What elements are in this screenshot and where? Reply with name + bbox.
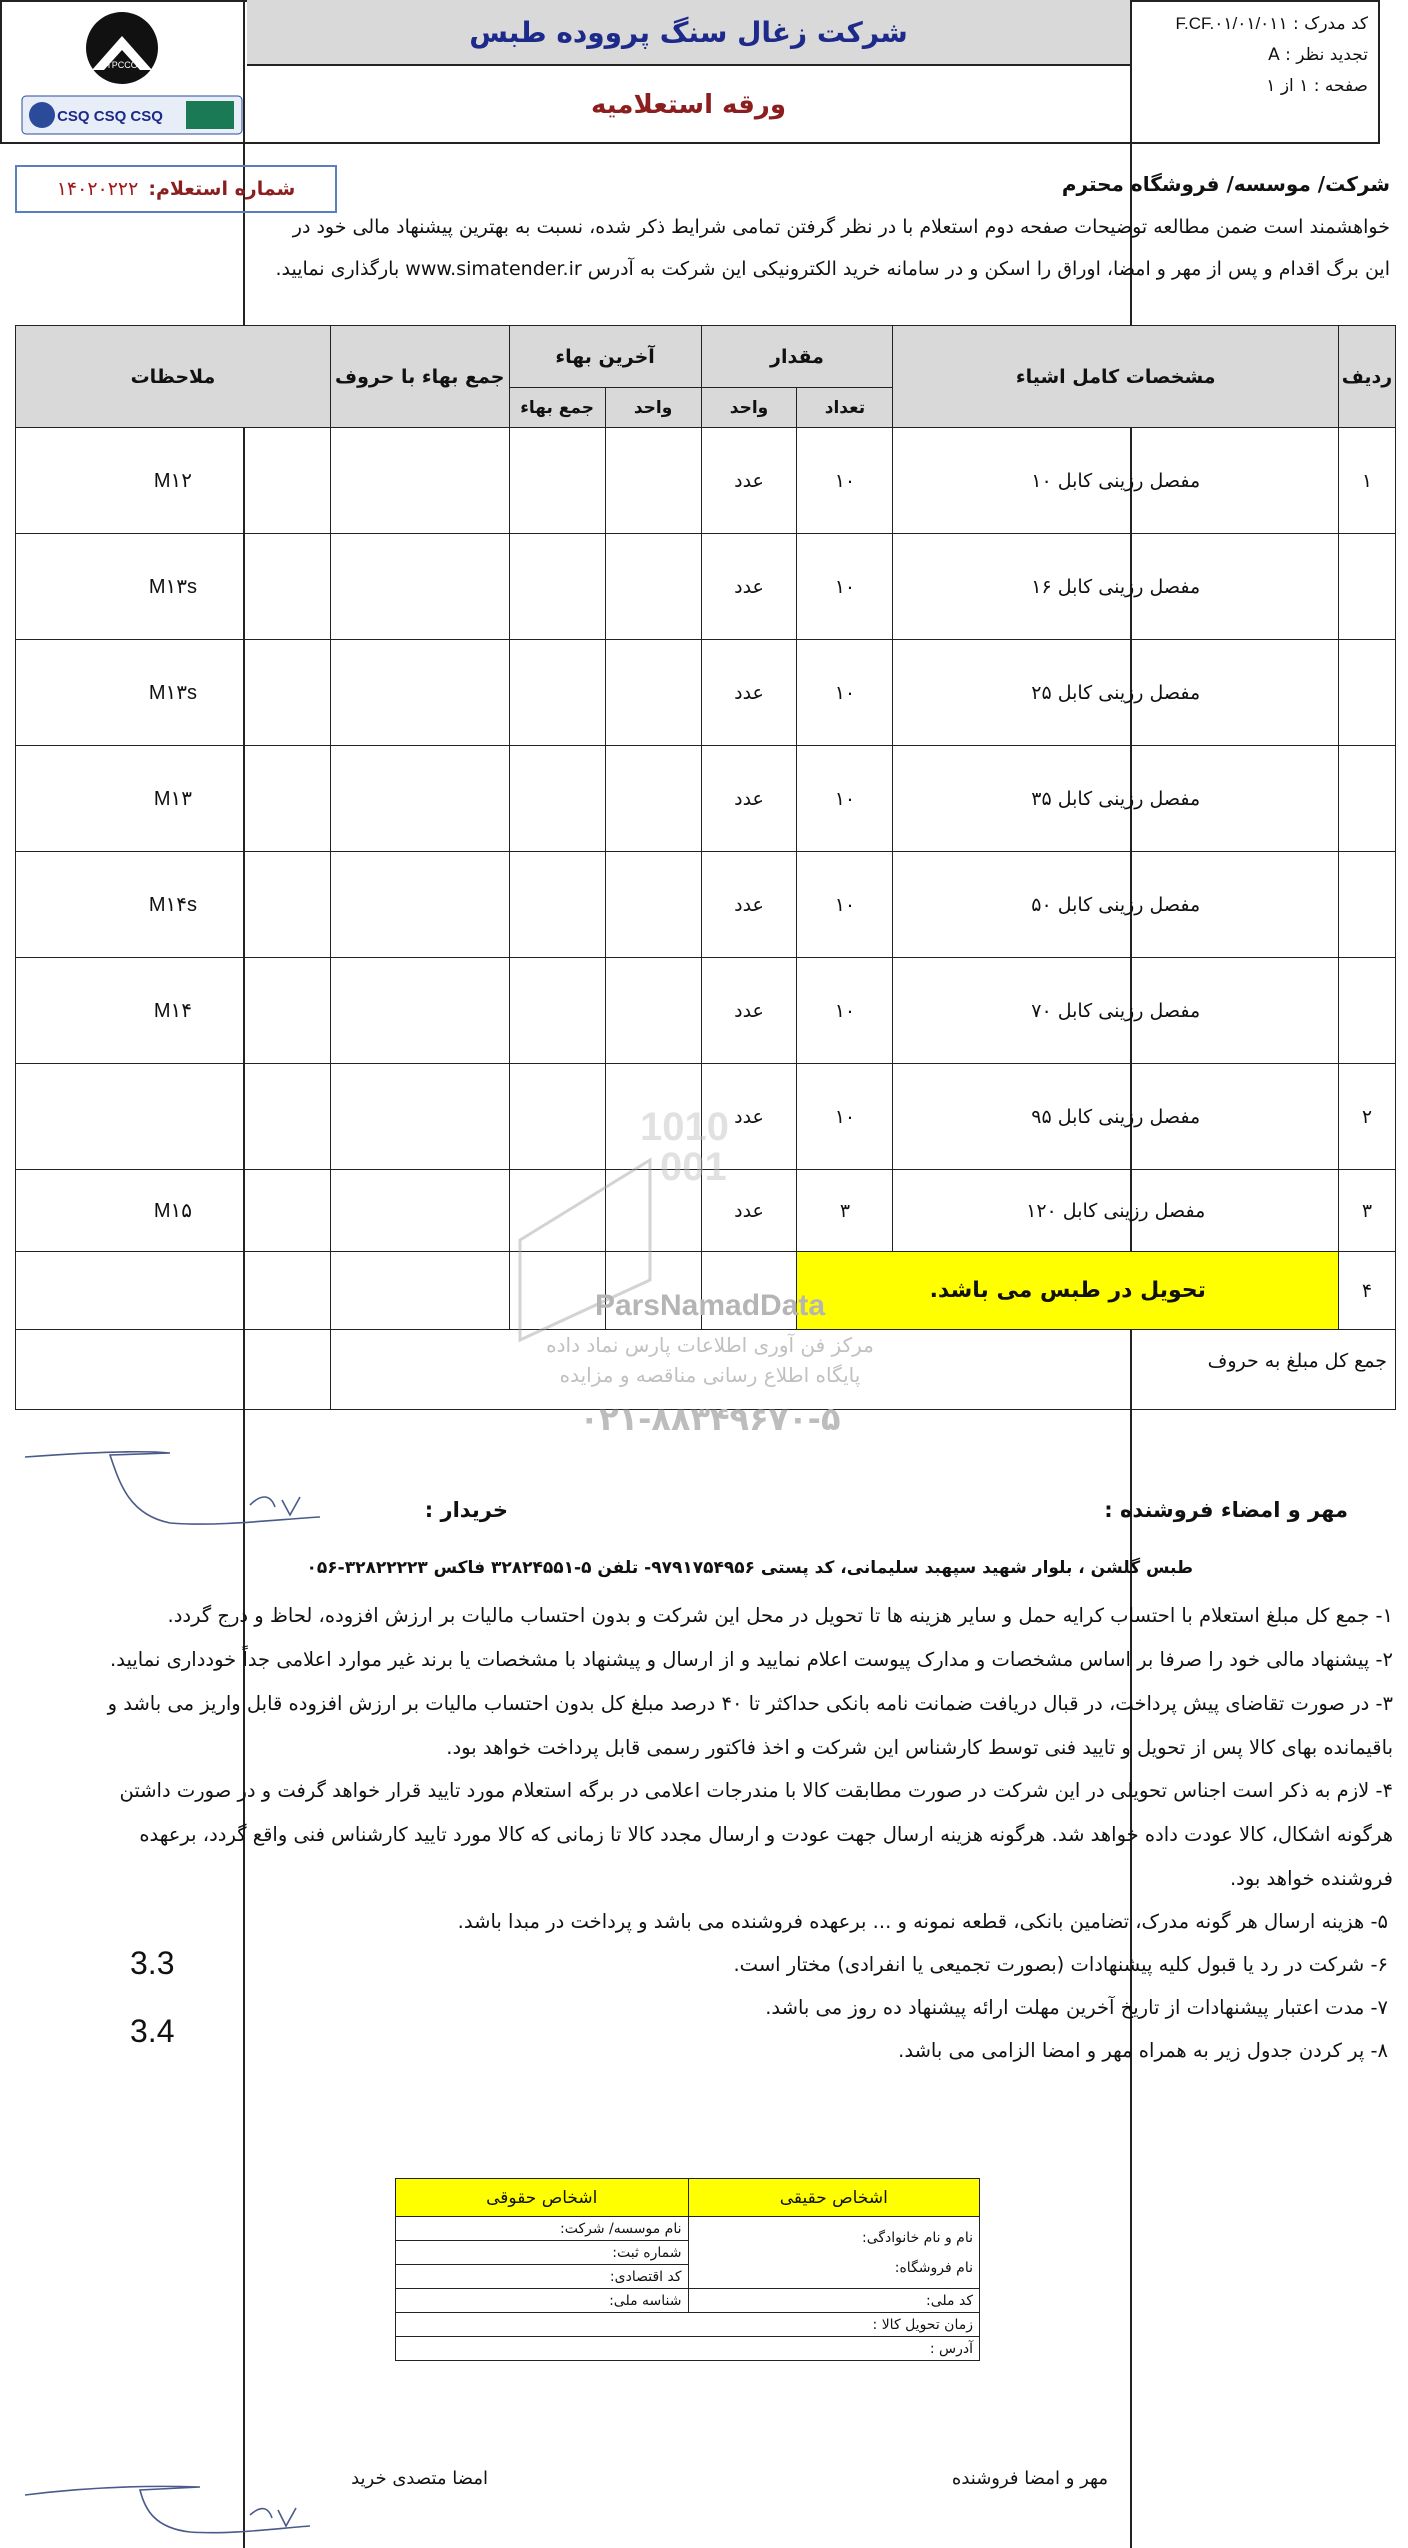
table-row (16, 746, 1396, 852)
row-remark (16, 1064, 331, 1170)
row-count: ۳ (797, 1170, 893, 1252)
row-count: ۱۰ (797, 1064, 893, 1170)
row-count: ۱۰ (797, 534, 893, 640)
row-no: ۲ (1339, 1064, 1396, 1170)
table-row (16, 428, 1396, 534)
table-row (16, 958, 1396, 1064)
note-4: ۴- لازم به ذکر است اجناس تحویلی در این شرکت در صورت مطابقت کالا با مندرجات اعلامی در برگه استعلام مورد تایید قرار خواهد گرفت و در صورت داشتن (119, 1779, 1393, 1802)
row-remark: M۱۳s (16, 640, 331, 746)
national-code-field[interactable]: کد ملی: (688, 2289, 980, 2313)
inquiry-number-box (15, 165, 337, 213)
header-total-words: جمع بهاء با حروف (330, 326, 509, 428)
salutation: شرکت/ موسسه/ فروشگاه محترم (1061, 172, 1390, 196)
row-total-words[interactable] (330, 746, 509, 852)
reg-no-field[interactable]: شماره ثبت: (396, 2241, 689, 2265)
row-price-unit[interactable] (605, 958, 701, 1064)
row-spec: مفصل رزینی کابل ۵۰ (893, 852, 1339, 958)
revision-value: A (1268, 45, 1280, 65)
row-price-total[interactable] (509, 852, 605, 958)
buyer-signature (20, 1445, 340, 1545)
row-no (1339, 852, 1396, 958)
row-spec: مفصل رزینی کابل ۷۰ (893, 958, 1339, 1064)
cert-text: CSQ CSQ CSQ (57, 108, 163, 125)
row-unit: عدد (701, 746, 797, 852)
company-title: شرکت زغال سنگ پرووده طبس (247, 0, 1130, 66)
note-4-cont2: فروشنده خواهد بود. (1229, 1867, 1393, 1890)
row-unit: عدد (701, 1064, 797, 1170)
note-1: ۱- جمع کل مبلغ استعلام با احتساب کرایه حمل و سایر هزینه ها تا تحویل در محل این شرکت و بدون احتساب مالیات بر ارزش افزوده، لحاظ و درج گردد. (167, 1604, 1393, 1627)
table-row (16, 640, 1396, 746)
company-address: طبس گلشن ، بلوار شهید سپهبد سلیمانی، کد پستی ۹۷۹۱۷۵۴۹۵۶- تلفن ۵-۳۲۸۲۴۵۵۱ فاکس ۳۲۸۲۲۲۲۳-۰۵۶ (306, 1558, 1193, 1578)
watermark (500, 1090, 920, 1450)
seller-signature-label: مهر و امضاء فروشنده : (1104, 1498, 1348, 1522)
page-line: صفحه : ۱ از ۱ (1266, 76, 1368, 96)
revision-line: تجدید نظر : A (1268, 45, 1368, 65)
row-unit: عدد (701, 428, 797, 534)
header-count: تعداد (797, 388, 893, 428)
row-price-unit[interactable] (605, 640, 701, 746)
company-field[interactable]: نام موسسه/ شرکت: (396, 2217, 689, 2241)
row-spec: مفصل رزینی کابل ۱۰ (893, 428, 1339, 534)
svg-text:1010: 1010 (640, 1105, 729, 1149)
national-id-field[interactable]: شناسه ملی: (396, 2289, 689, 2313)
row-unit: عدد (701, 852, 797, 958)
header-last-price: آخرین بهاء (509, 326, 701, 388)
econ-code-field[interactable]: کد اقتصادی: (396, 2265, 689, 2289)
row-count: ۱۰ (797, 746, 893, 852)
row-spec: مفصل رزینی کابل ۲۵ (893, 640, 1339, 746)
header-price-unit: واحد (605, 388, 701, 428)
note-6: ۶- شرکت در رد یا قبول کلیه پیشنهادات (بصورت تجمیعی یا انفرادی) مختار است. (733, 1953, 1388, 1976)
header-unit: واحد (701, 388, 797, 428)
note-7: ۷- مدت اعتبار پیشنهادات از تاریخ آخرین مهلت ارائه پیشنهاد ده روز می باشد. (765, 1996, 1388, 2019)
name-label: نام و نام خانوادگی: (862, 2229, 973, 2246)
row-price-total[interactable] (509, 746, 605, 852)
row-price-unit[interactable] (605, 428, 701, 534)
row-price-unit[interactable] (605, 746, 701, 852)
row-total-words[interactable] (330, 958, 509, 1064)
legal-person-header: اشخاص حقوقی (396, 2179, 689, 2217)
footer-buyer-sign: امضا متصدی خرید (351, 2468, 488, 2489)
note-4-cont: هرگونه اشکال، کالا عودت داده خواهد شد. هرگونه هزینه ارسال جهت عودت و ارسال مجدد کالا تا زمانی که کالا مورد تایید کارشناس فنی واقع گردد، برعهده (139, 1823, 1393, 1846)
row-no (1339, 746, 1396, 852)
note-2: ۲- پیشنهاد مالی خود را صرفا بر اساس مشخصات و مدارک پیوست اعلام نمایید و از ارسال و پیشنهاد با مشخصات یا برند غیر موارد اعلامی جداً خودداری نمایید. (110, 1648, 1393, 1671)
grand-total-label: جمع کل مبلغ به حروف (330, 1330, 1395, 1410)
row-remark: M۱۲ (16, 428, 331, 534)
row-total-words[interactable] (330, 1170, 509, 1252)
inquiry-number: ۱۴۰۲۰۲۲۲ (56, 178, 139, 200)
inquiry-label: شماره استعلام: (148, 178, 296, 200)
watermark-brand: ParsNamadData (594, 1289, 826, 1322)
delivery-time-field[interactable]: زمان تحویل کالا : (396, 2313, 980, 2337)
watermark-line1: مرکز فن آوری اطلاعات پارس نماد داده (546, 1333, 874, 1357)
row-price-unit[interactable] (605, 534, 701, 640)
row-spec: مفصل رزینی کابل ۱۶ (893, 534, 1339, 640)
seller-info-table (395, 2178, 980, 2361)
delivery-row-no: ۴ (1339, 1252, 1396, 1330)
row-total-words[interactable] (330, 428, 509, 534)
row-no (1339, 640, 1396, 746)
row-price-total[interactable] (509, 958, 605, 1064)
row-remark: M۱۴ (16, 958, 331, 1064)
form-title: ورقه استعلامیه (591, 90, 786, 120)
table-row (16, 852, 1396, 958)
header-remarks: ملاحظات (16, 326, 331, 428)
row-spec: مفصل رزینی کابل ۳۵ (893, 746, 1339, 852)
row-no (1339, 534, 1396, 640)
grand-total-value[interactable] (16, 1330, 331, 1410)
row-total-words[interactable] (330, 534, 509, 640)
row-spec: مفصل رزینی کابل ۹۵ (893, 1064, 1339, 1170)
side-number-1: 3.3 (130, 1945, 175, 1981)
header-row-no: ردیف (1339, 326, 1396, 428)
row-count: ۱۰ (797, 852, 893, 958)
note-8: ۸- پر کردن جدول زیر به همراه مهر و امضا الزامی می باشد. (898, 2039, 1388, 2062)
row-unit: عدد (701, 640, 797, 746)
row-price-total[interactable] (509, 428, 605, 534)
row-count: ۱۰ (797, 428, 893, 534)
note-5: ۵- هزینه ارسال هر گونه مدرک، تضامین بانکی، قطعه نمونه و ... برعهده فروشنده می باشد و پرداخت در مبدا باشد. (457, 1910, 1388, 1933)
tpcco-logo (0, 0, 245, 144)
row-count: ۱۰ (797, 640, 893, 746)
document-header (0, 0, 1380, 144)
intro-line-2: این برگ اقدام و پس از مهر و امضا، اوراق را اسکن و در سامانه خرید الکترونیکی این شرکت به آدرس www.simatender.ir بارگذاری نمایید. (275, 258, 1390, 280)
header-price-total: جمع بهاء (509, 388, 605, 428)
doc-code: F.CF.۰۱/۰۱/۰۱۱ (1175, 14, 1288, 33)
row-count: ۱۰ (797, 958, 893, 1064)
svg-text:001: 001 (660, 1145, 727, 1189)
buyer-label: خریدار : (424, 1498, 508, 1522)
row-remark: M۱۵ (16, 1170, 331, 1252)
delivery-note: تحویل در طبس می باشد. (797, 1252, 1339, 1330)
real-person-header: اشخاص حقیقی (688, 2179, 980, 2217)
row-price-unit[interactable] (605, 852, 701, 958)
watermark-line2: پایگاه اطلاع رسانی مناقصه و مزایده (559, 1363, 861, 1387)
row-price-total[interactable] (509, 640, 605, 746)
row-total-words[interactable] (330, 640, 509, 746)
table-row (16, 534, 1396, 640)
row-remark: M۱۳s (16, 534, 331, 640)
intro-line-1: خواهشمند است ضمن مطالعه توضیحات صفحه دوم استعلام با در نظر گرفتن تمامی شرایط ذکر شده، نسبت به بهترین پیشنهاد مالی خود در (292, 216, 1390, 238)
row-unit: عدد (701, 534, 797, 640)
row-total-words[interactable] (330, 852, 509, 958)
address-field[interactable]: آدرس : (396, 2337, 980, 2361)
row-remark: M۱۳ (16, 746, 331, 852)
logo-text: TPCCO (106, 60, 138, 70)
side-number-2: 3.4 (130, 2013, 175, 2049)
page-value: ۱ از ۱ (1266, 76, 1309, 96)
name-field[interactable] (688, 2217, 980, 2289)
watermark-phone: ۰۲۱-۸۸۳۴۹۶۷۰-۵ (579, 1400, 841, 1438)
row-unit: عدد (701, 1170, 797, 1252)
row-no: ۱ (1339, 428, 1396, 534)
row-unit: عدد (701, 958, 797, 1064)
header-spec: مشخصات کامل اشیاء (893, 326, 1339, 428)
row-spec: مفصل رزینی کابل ۱۲۰ (893, 1170, 1339, 1252)
note-3: ۳- در صورت تقاضای پیش پرداخت، در قبال دریافت ضمانت نامه بانکی حداکثر تا ۴۰ درصد مبلغ کل بدون احتساب مالیات بر ارزش افزوده قابل واریز می باشد و (107, 1692, 1393, 1715)
row-total-words[interactable] (330, 1064, 509, 1170)
footer-seller-sign: مهر و امضا فروشنده (951, 2468, 1108, 2489)
row-no (1339, 958, 1396, 1064)
header-qty: مقدار (701, 326, 893, 388)
row-remark: M۱۴s (16, 852, 331, 958)
row-no: ۳ (1339, 1170, 1396, 1252)
purchase-officer-signature (20, 2440, 320, 2545)
shop-label: نام فروشگاه: (894, 2259, 973, 2276)
row-price-total[interactable] (509, 534, 605, 640)
doc-code-line: کد مدرک : F.CF.۰۱/۰۱/۰۱۱ (1175, 14, 1368, 34)
note-3-cont: باقیمانده بهای کالا پس از تحویل و تایید فنی توسط کارشناس این شرکت و اخذ فاکتور رسمی قابل پرداخت خواهد بود. (446, 1736, 1393, 1759)
